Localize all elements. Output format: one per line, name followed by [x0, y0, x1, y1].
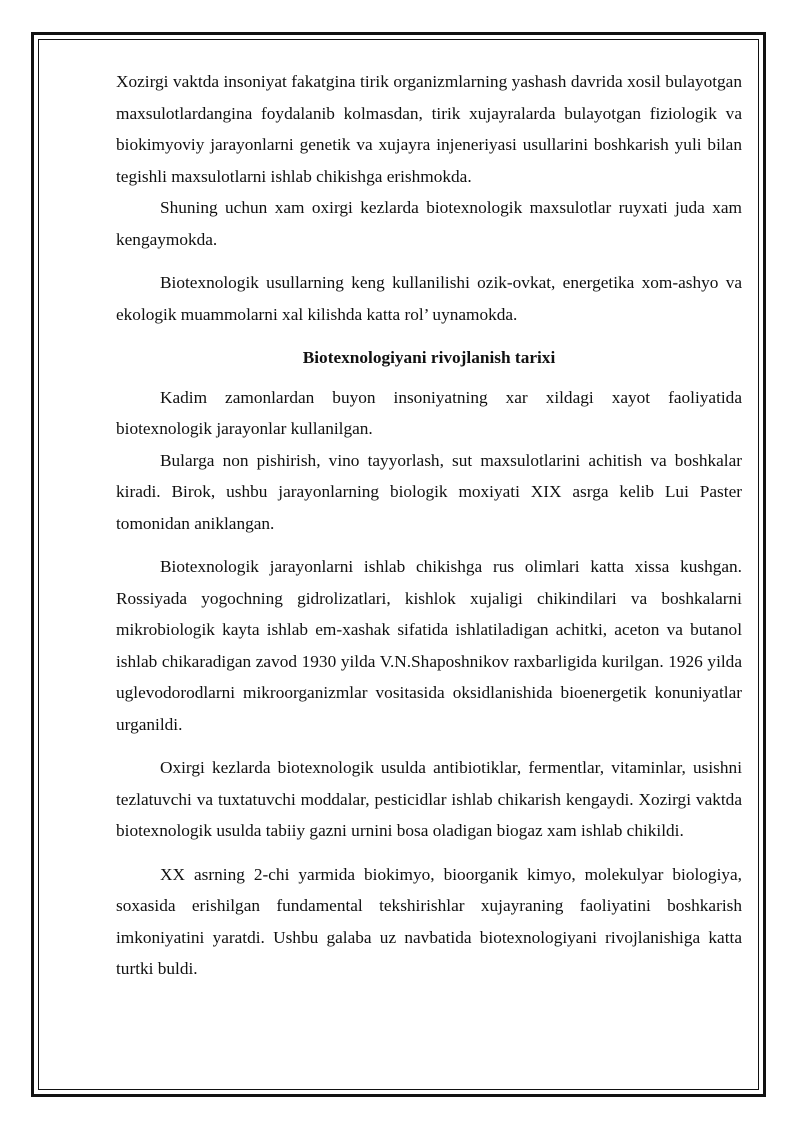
section-heading: Biotexnologiyani rivojlanish tarixi [302, 348, 556, 367]
paragraph: Biotexnologik usullarning keng kullanilishi ozik-ovkat, energetika xom-ashyo va ekologik muammolarni xal kilishda katta rol’ uynamokda. [116, 273, 742, 324]
paragraph: Biotexnologik jarayonlarni ishlab chikishga rus olimlari katta xissa kushgan. Rossiyada yogochning gidrolizatlari, kishlok xujaligi chikindilari va boshkalarni mikrobiologik kayta ishlab em-xashak sifatida ishlatiladigan achitki, aceton va butanol ishlab chikaradigan zavod 1930 yilda V.N.Shaposhnikov raxbarligida kurilgan. 1926 yilda uglevodorodlarni mikroorganizmlar vositasida oksidlanishida bioenergetik konuniyatlar urganildi. [116, 557, 742, 734]
paragraph: Bularga non pishirish, vino tayyorlash, sut maxsulotlarini achitish va boshkalar kiradi. Birok, ushbu jarayonlarning biologik moxiyati XIX asrga kelib Lui Paster tomonidan aniklangan. [116, 450, 742, 533]
paragraph: Oxirgi kezlarda biotexnologik usulda antibiotiklar, fermentlar, vitaminlar, usishni tezlatuvchi va tuxtatuvchi moddalar, pesticidlar ishlab chikarish kengaydi. Xozirgi vaktda biotexnologik usulda tabiiy gazni urnini bosa oladigan biogaz xam ishlab chikildi. [116, 758, 742, 840]
paragraph: XX asrning 2-chi yarmida biokimyo, bioorganik kimyo, molekulyar biologiya, soxasida erishilgan fundamental tekshirishlar xujayraning faoliyatini boshkarish imkoniyatini yaratdi. Ushbu galaba uz navbatida biotexnologiyani rivojlanishiga katta turtki buldi. [116, 864, 742, 978]
paragraph: Xozirgi vaktda insoniyat fakatgina tirik organizmlarning yashash davrida xosil bulayotgan maxsulotlardangina foydalanib kolmasdan, tirik xujayralarda bulayotgan fiziologik va biokimyoviy jarayonlarni genetik va xujayra injeneriyasi usullarini boshkarish yuli bilan tegishli maxsulotlarni ishlab chikishga erishmokda. [116, 72, 742, 186]
document-body [116, 66, 742, 985]
paragraph: Shuning uchun xam oxirgi kezlarda biotexnologik maxsulotlar ruyxati juda xam kengaymokda. [116, 198, 742, 249]
paragraph: Kadim zamonlardan buyon insoniyatning xar xildagi xayot faoliyatida biotexnologik jarayonlar kullanilgan. [116, 387, 742, 438]
